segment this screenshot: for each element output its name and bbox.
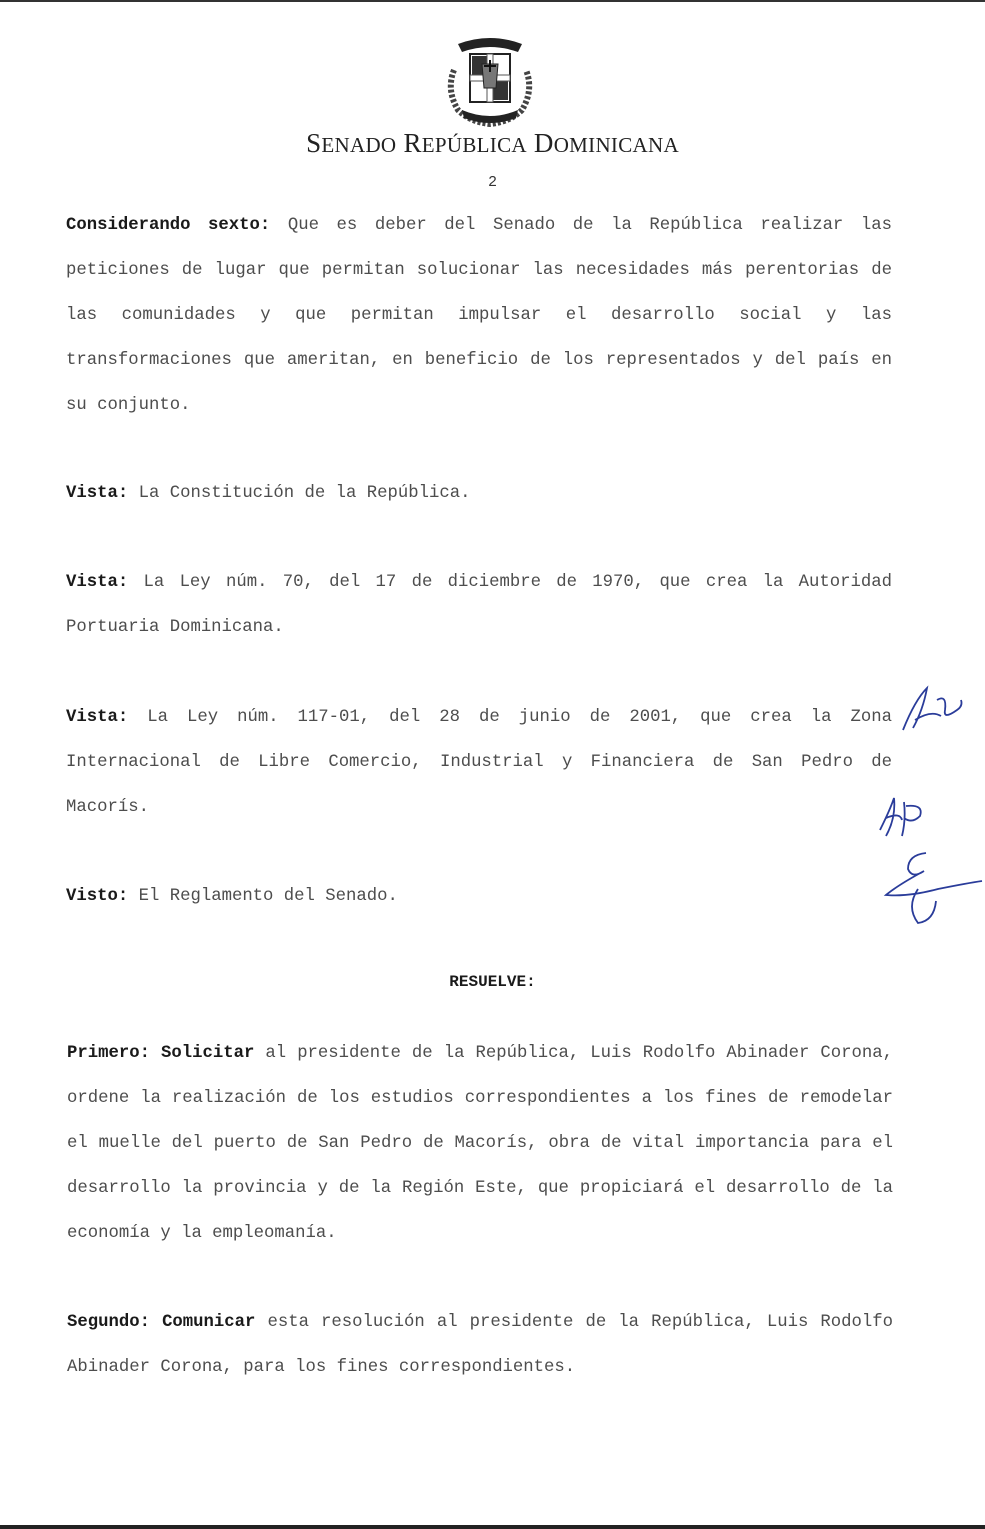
title-word: REPÚBLICA xyxy=(403,128,527,158)
primero-text: al presidente de la República, Luis Rodolfo Abinader Corona, ordene la realización de los estudios correspondientes a los fines de remodelar el muelle del puerto de San Pedro de Macorís, obra de vital importancia para el desarrollo la provincia y de la Región Este, que propiciará el desarrollo de la economía y la empleomanía. xyxy=(67,1044,893,1243)
vista-ley-117-paragraph xyxy=(66,695,892,830)
handwritten-signature xyxy=(878,845,983,930)
considerando-paragraph xyxy=(66,203,892,428)
vista-label: Vista: xyxy=(66,573,129,592)
handwritten-initials-signature xyxy=(872,790,937,845)
vista-label: Vista: xyxy=(66,484,129,503)
vista-ley-70-paragraph xyxy=(66,560,892,650)
considerando-text: Que es deber del Senado de la República realizar las peticiones de lugar que permitan solucionar las necesidades más perentorias de las comunidades y que permitan impulsar el desarrollo social y las transformaciones que ameritan, en beneficio de los representados y del país en su conjunto. xyxy=(66,216,892,415)
segundo-paragraph xyxy=(67,1300,893,1390)
page-bottom-border xyxy=(0,1525,985,1529)
primero-paragraph xyxy=(67,1031,893,1256)
segundo-label: Segundo: xyxy=(67,1313,150,1332)
segundo-text: esta resolución al presidente de la República, Luis Rodolfo Abinader Corona, para los fines correspondientes. xyxy=(67,1313,894,1377)
vista-text: La Ley núm. 117-01, del 28 de junio de 2001, que crea la Zona Internacional de Libre Comercio, Industrial y Financiera de San Pedro de Macorís. xyxy=(66,708,892,817)
title-word: DOMINICANA xyxy=(533,128,679,158)
vista-text: La Constitución de la República. xyxy=(138,484,471,503)
visto-label: Visto: xyxy=(66,887,129,906)
vista-text: La Ley núm. 70, del 17 de diciembre de 1970, que crea la Autoridad Portuaria Dominicana. xyxy=(66,573,892,637)
handwritten-initials-signature xyxy=(895,680,970,740)
primero-label: Primero: xyxy=(67,1044,150,1063)
page-number: 2 xyxy=(488,173,497,190)
vista-constitucion-paragraph xyxy=(66,471,892,516)
dominican-coat-of-arms-icon xyxy=(440,30,540,130)
considerando-label: Considerando sexto: xyxy=(66,216,271,235)
vista-label: Vista: xyxy=(66,708,129,727)
segundo-verb: Comunicar xyxy=(162,1313,256,1332)
visto-text: El Reglamento del Senado. xyxy=(138,887,398,906)
page-top-border xyxy=(0,0,985,2)
visto-paragraph xyxy=(66,874,892,919)
resuelve-heading: RESUELVE: xyxy=(449,973,536,991)
title-word: SENADO xyxy=(306,128,397,158)
senate-header-title xyxy=(0,128,985,159)
primero-verb: Solicitar xyxy=(161,1044,255,1063)
